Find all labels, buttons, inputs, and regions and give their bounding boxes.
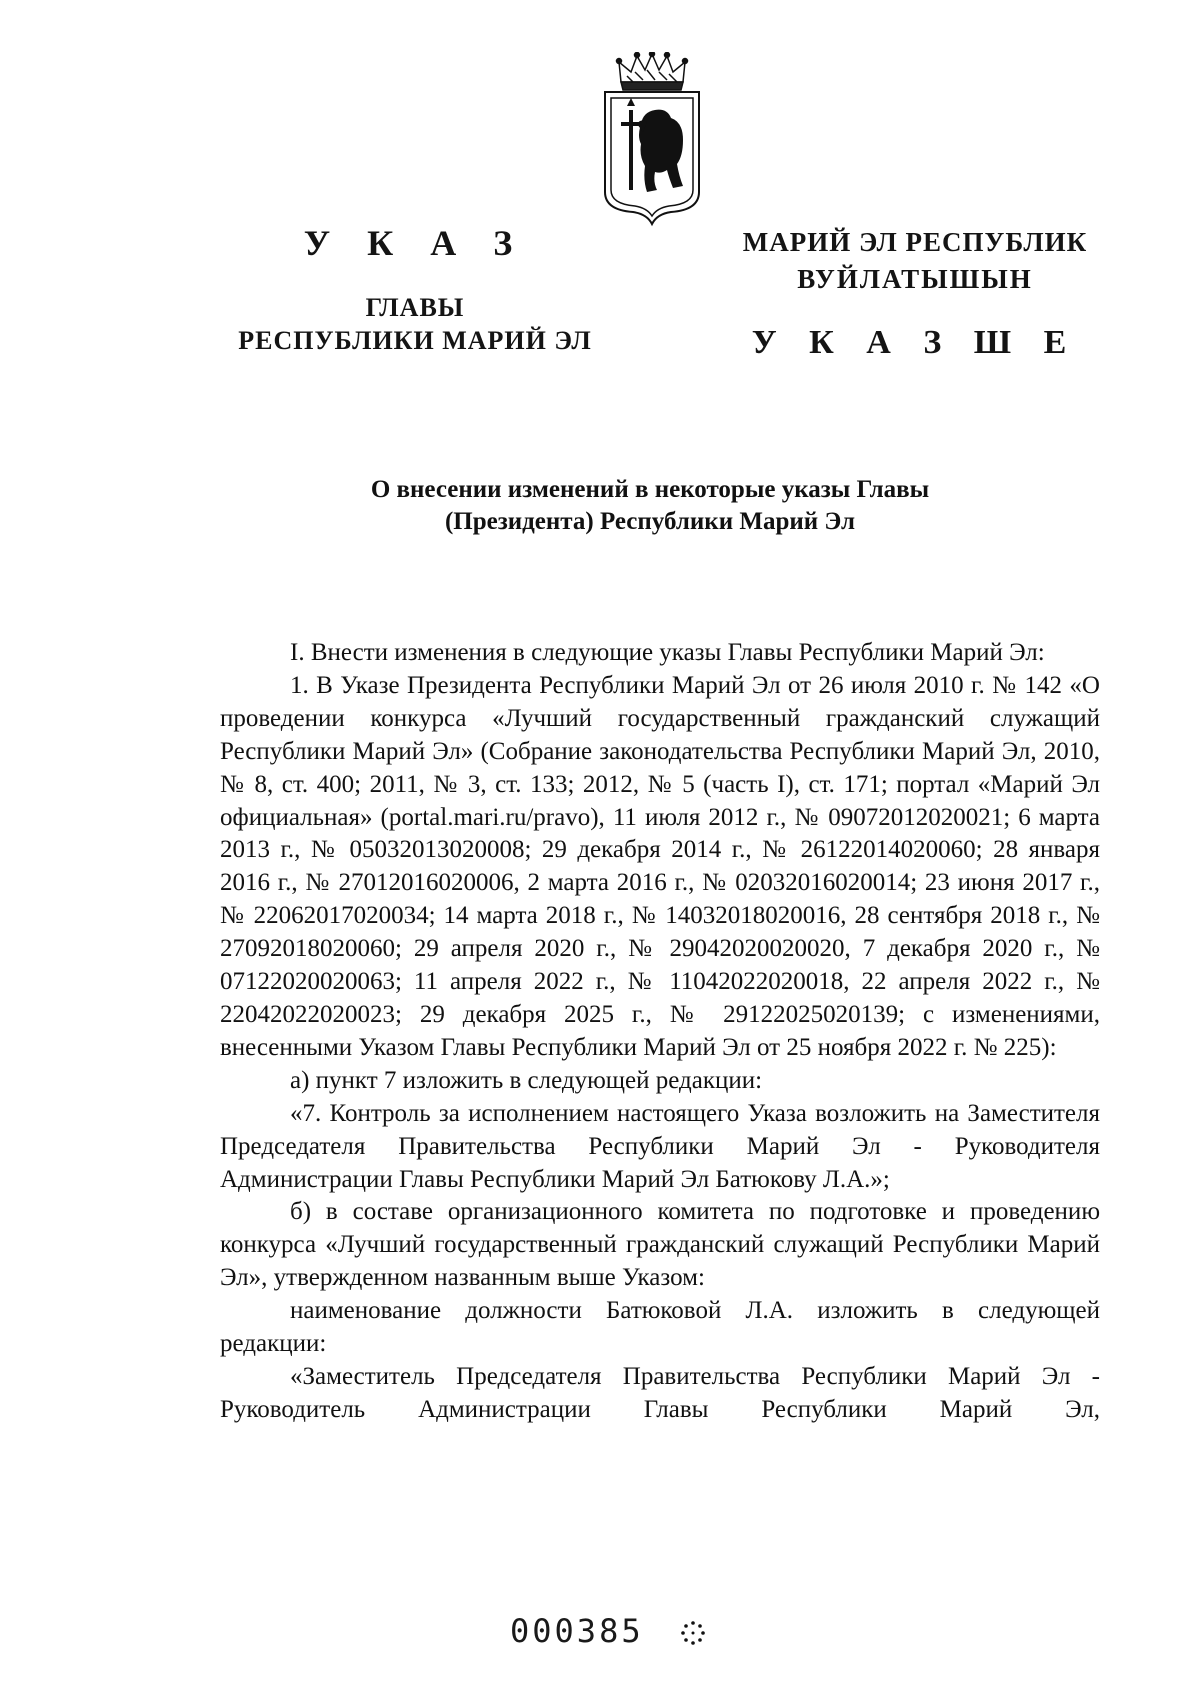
asterisk-mark-icon xyxy=(680,1620,706,1646)
coat-of-arms-emblem xyxy=(597,52,707,227)
paragraph-quote-deputy: «Заместитель Председателя Правительства Республики Марий Эл - Руководитель Администрации Главы Республики Марий Эл, xyxy=(220,1362,1100,1423)
decree-issuer-mari-line1: МАРИЙ ЭЛ РЕСПУБЛИК xyxy=(742,227,1088,257)
document-title-line1: О внесении изменений в некоторые указы Главы xyxy=(370,476,930,503)
paragraph-subitem-a: а) пункт 7 изложить в следующей редакции: xyxy=(290,1066,763,1094)
paragraph-item-1: 1. В Указе Президента Республики Марий Эл от 26 июля 2010 г. № 142 «О проведении конкурса «Лучший государственный гражданский служащий Республики Марий Эл» (Собрание законодательства Республики Марий Эл, 2010, № 8, ст. 400; 2011, № 3, ст. 133; 2012, № 5 (часть I), ст. 171; портал «Марий Эл официальная» (portal.mari.ru/pravo), 11 июля 2012 г., № 09072012020021; 6 марта 2013 г., № 05032013020008; 29 декабря 2014 г., № 26122014020060; 28 января 2016 г., № 27012016020006, 2 марта 2016 г., № 02032016020014; 23 июня 2017 г., № 22062017020034; 14 марта 2018 г., № 14032018020016, 28 сентября 2018 г., № 27092018020060; 29 апреля 2020 г., № 29042020020020, 7 декабря 2020 г., № 07122020020063; 11 апреля 2022 г., № 11042022020018, 22 апреля 2022 г., № 22042022020023; 29 декабря 2025 г., № 29122025020139; с изменениями, внесенными Указом Главы Республики Марий Эл от 25 ноября 2022 г. № 225): xyxy=(220,671,1100,1061)
serial-number: 000385 xyxy=(510,1612,644,1650)
decree-title-ru: У К А З xyxy=(303,223,527,263)
paragraph-position-name: наименование должности Батюковой Л.А. изложить в следующей редакции: xyxy=(220,1297,1100,1358)
crown-icon xyxy=(617,52,688,90)
paragraph-quote-7: «7. Контроль за исполнением настоящего Указа возложить на Заместителя Председателя Правительства Республики Марий Эл - Руководителя Администрации Главы Республики Марий Эл Батюкову Л.А.»; xyxy=(220,1099,1100,1193)
decree-issuer-mari-line2: ВУЙЛАТЫШЫН xyxy=(797,264,1033,294)
paragraph-subitem-b: б) в составе организационного комитета по подготовке и проведению конкурса «Лучший государственный гражданский служащий Республики Марий Эл», утвержденном названным выше Указом: xyxy=(220,1198,1100,1292)
document-body xyxy=(220,637,1100,1427)
decree-title-mari: У К А З Ш Е xyxy=(751,324,1079,361)
decree-issuer-line2: РЕСПУБЛИКИ МАРИЙ ЭЛ xyxy=(238,326,592,355)
document-title-line2: (Президента) Республики Марий Эл xyxy=(444,508,856,535)
decree-issuer-line1: ГЛАВЫ xyxy=(365,293,465,322)
paragraph-section-1: I. Внести изменения в следующие указы Главы Республики Марий Эл: xyxy=(290,639,1045,666)
